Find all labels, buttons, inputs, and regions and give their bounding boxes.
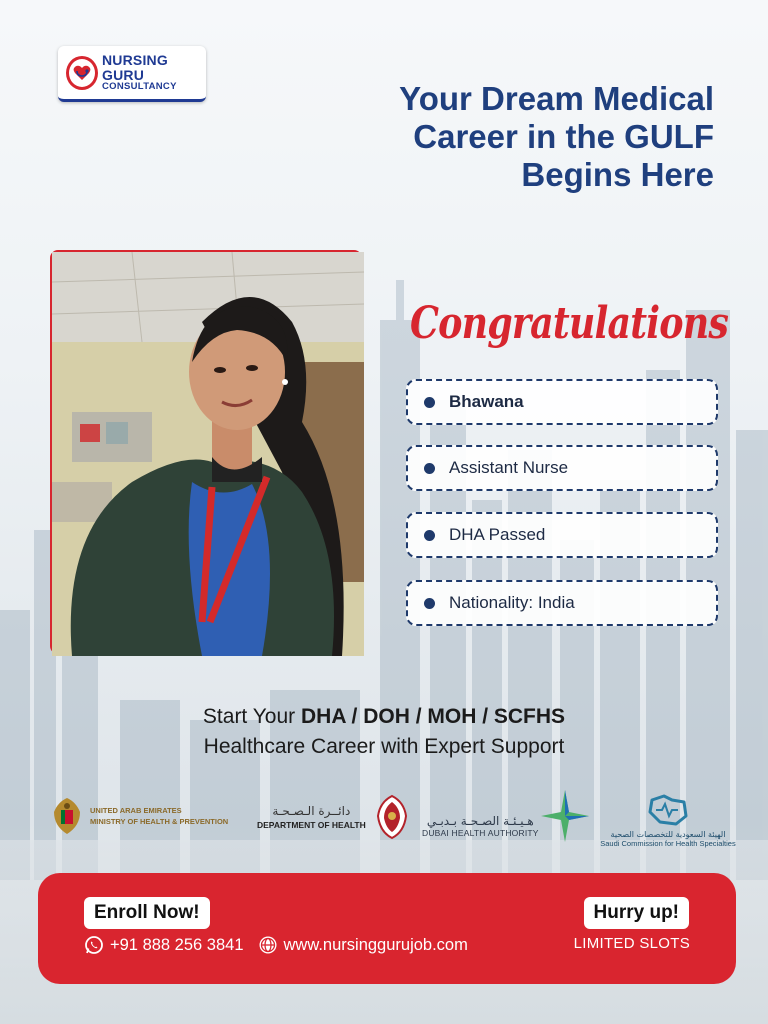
detail-text: Assistant Nurse [449, 458, 569, 477]
whatsapp-icon [84, 935, 104, 955]
stethoscope-heart-icon [66, 56, 98, 90]
dha-star-icon [539, 788, 591, 844]
detail-text: DHA Passed [449, 525, 546, 544]
uae-line-1: UNITED ARAB EMIRATES [90, 806, 182, 815]
contact-row [84, 935, 468, 955]
saudi-commission-logo [598, 792, 738, 848]
congratulations-heading [410, 276, 730, 356]
tagline-exams: DHA / DOH / MOH / SCFHS [301, 705, 566, 728]
svg-text:Congratulations: Congratulations [410, 298, 729, 349]
department-of-health-logo [257, 794, 410, 840]
detail-role [406, 445, 718, 491]
phone-number[interactable]: +91 888 256 3841 [110, 935, 244, 954]
tagline-prefix: Start Your [202, 705, 301, 728]
detail-name [406, 379, 718, 425]
limited-slots-text: LIMITED SLOTS [573, 935, 690, 952]
scfhs-map-icon [646, 792, 690, 828]
dubai-health-authority-logo [422, 788, 591, 844]
bullet-icon [424, 463, 435, 474]
logo-subtitle: CONSULTANCY [101, 81, 177, 93]
nursing-guru-logo[interactable] [58, 46, 206, 102]
uae-emblem-icon [50, 796, 84, 836]
bullet-icon [424, 598, 435, 609]
detail-exam [406, 512, 718, 558]
uae-ministry-logo [50, 796, 228, 836]
scfhs-english: Saudi Commission for Health Specialties [600, 839, 736, 848]
headline-line-1: Your Dream Medical [399, 80, 714, 117]
hurry-up-badge: Hurry up! [584, 897, 690, 929]
bullet-icon [424, 530, 435, 541]
headline-line-2: Career in the GULF [413, 118, 714, 155]
logo-title: NURSING GURU [101, 51, 168, 83]
enroll-now-button[interactable]: Enroll Now! [84, 897, 210, 929]
candidate-photo [50, 250, 362, 654]
detail-text: Bhawana [449, 392, 524, 411]
doh-arabic: دائــرة الـصـحـة [272, 804, 351, 818]
abu-dhabi-emblem-icon [374, 794, 410, 840]
uae-line-2: MINISTRY OF HEALTH & PREVENTION [90, 817, 229, 826]
bullet-icon [424, 397, 435, 408]
headline [294, 80, 714, 194]
website-link[interactable]: www.nursinggurujob.com [283, 935, 468, 954]
doh-english: DEPARTMENT OF HEALTH [257, 820, 366, 830]
detail-nationality [406, 580, 718, 626]
dha-english: DUBAI HEALTH AUTHORITY [422, 828, 539, 838]
footer-banner [38, 873, 736, 984]
detail-text: Nationality: India [449, 593, 575, 612]
tagline-line-2: Healthcare Career with Expert Support [203, 735, 565, 758]
scfhs-arabic: الهيئة السعودية للتخصصات الصحية [610, 830, 726, 839]
headline-line-3: Begins Here [521, 156, 714, 193]
tagline [0, 702, 768, 762]
dha-arabic: هـيـئـة الصـحـة بـدبـي [426, 814, 534, 828]
globe-icon [258, 935, 278, 955]
